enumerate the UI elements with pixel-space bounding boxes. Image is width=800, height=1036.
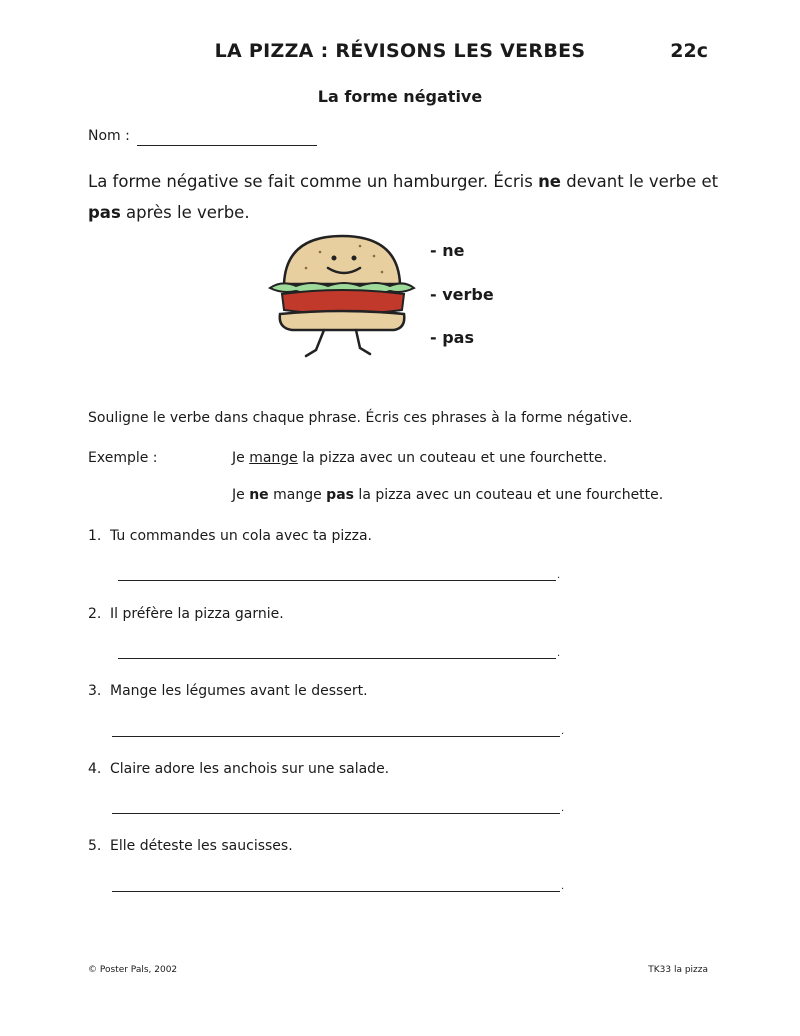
- answer-line-4[interactable]: [112, 813, 560, 814]
- intro-text-1: La forme négative se fait comme un hamburger. Écris: [88, 172, 539, 191]
- question-text: Mange les légumes avant le dessert.: [110, 683, 368, 699]
- question-2: [88, 606, 284, 622]
- question-3: [88, 683, 368, 699]
- question-text: Il préfère la pizza garnie.: [110, 606, 284, 622]
- answer-period: .: [557, 570, 561, 581]
- answer-line-3[interactable]: [112, 736, 560, 737]
- answer-line-5[interactable]: [112, 891, 560, 892]
- legend-verbe: - verbe: [430, 285, 494, 304]
- example-neg-text-1: Je: [232, 487, 250, 503]
- legend-ne: - ne: [430, 241, 465, 260]
- legend-pas: - pas: [430, 328, 474, 347]
- question-text: Tu commandes un cola avec ta pizza.: [110, 528, 373, 544]
- answer-period: .: [561, 803, 565, 814]
- page-subtitle: La forme négative: [317, 87, 483, 106]
- intro-ne: ne: [538, 172, 561, 191]
- example-negative-sentence: [232, 487, 663, 503]
- example-sentence: [232, 450, 607, 466]
- example-pas: pas: [326, 487, 354, 503]
- name-field-line[interactable]: [137, 145, 317, 146]
- answer-period: .: [557, 648, 561, 659]
- instructions: Souligne le verbe dans chaque phrase. Écris ces phrases à la forme négative.: [88, 410, 633, 426]
- page-title: LA PIZZA : RÉVISONS LES VERBES: [214, 40, 586, 62]
- question-1: [88, 528, 372, 544]
- example-text-2: la pizza avec un couteau et une fourchette.: [297, 450, 608, 466]
- intro-text-2: devant le verbe et: [561, 172, 719, 191]
- question-4: [88, 761, 389, 777]
- question-number: 1.: [88, 528, 102, 544]
- question-number: 2.: [88, 606, 102, 622]
- answer-line-1[interactable]: [118, 580, 556, 581]
- question-number: 5.: [88, 838, 102, 854]
- example-neg-text-3: la pizza avec un couteau et une fourchette.: [353, 487, 664, 503]
- example-label: Exemple :: [88, 450, 158, 466]
- question-number: 3.: [88, 683, 102, 699]
- question-text: Elle déteste les saucisses.: [110, 838, 293, 854]
- example-ne: ne: [249, 487, 269, 503]
- question-text: Claire adore les anchois sur une salade.: [110, 761, 390, 777]
- answer-period: .: [561, 881, 565, 892]
- answer-period: .: [561, 726, 565, 737]
- answer-line-2[interactable]: [118, 658, 556, 659]
- example-verb: mange: [249, 450, 298, 466]
- hamburger-illustration: [262, 228, 422, 368]
- question-number: 4.: [88, 761, 102, 777]
- page-code: 22c: [670, 40, 708, 62]
- example-text-1: Je: [232, 450, 250, 466]
- intro-text-3: après le verbe.: [120, 203, 250, 222]
- footer-copyright: © Poster Pals, 2002: [88, 965, 178, 975]
- name-label: Nom :: [88, 128, 130, 144]
- example-neg-text-2: mange: [268, 487, 327, 503]
- footer-reference: TK33 la pizza: [648, 965, 708, 975]
- question-5: [88, 838, 293, 854]
- intro-pas: pas: [88, 203, 121, 222]
- intro-paragraph: [88, 166, 728, 228]
